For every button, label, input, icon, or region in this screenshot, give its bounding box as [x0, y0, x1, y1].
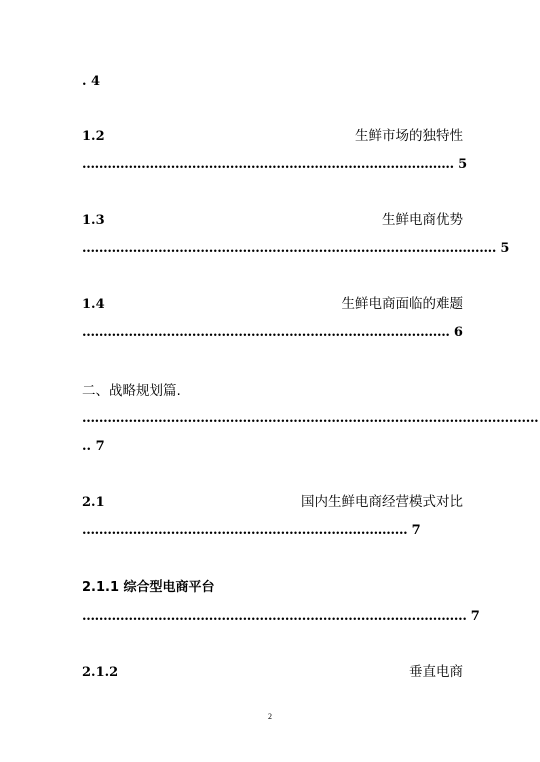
toc-entry-2-1-number: 2.1: [82, 495, 105, 510]
toc-entry-2-1-title: 国内生鲜电商经营模式对比: [301, 494, 463, 510]
toc-entry-2-1-2-title: 垂直电商: [409, 664, 463, 680]
page-number: 2: [268, 712, 272, 721]
toc-entry-1-2-leader: ........................................................................................ 5: [82, 157, 467, 172]
toc-entry-1-4-number: 1.4: [82, 297, 105, 312]
toc-entry-2-1-1-title: 2.1.1 综合型电商平台: [82, 580, 215, 595]
toc-entry-1-4-leader: ....................................................................................... 6: [82, 325, 463, 340]
toc-entry-1-2-number: 1.2: [82, 129, 105, 144]
toc-entry-2-1-2-number: 2.1.2: [82, 665, 119, 680]
toc-continuation-page: . 4: [82, 74, 101, 89]
toc-entry-2-1-leader: ............................................................................. 7: [82, 523, 421, 538]
toc-entry-2-1-1-leader: ........................................................................................... 7: [82, 609, 480, 624]
toc-entry-1-3-leader: .................................................................................................. 5: [82, 241, 510, 256]
toc-entry-1-4-title: 生鲜电商面临的难题: [341, 296, 463, 312]
toc-entry-1-3-title: 生鲜电商优势: [382, 212, 463, 228]
toc-entry-1-2-title: 生鲜市场的独特性: [355, 128, 463, 144]
toc-chapter-2-title: 二、战略规划篇.: [82, 383, 181, 399]
toc-chapter-2-page: .. 7: [82, 439, 105, 454]
toc-entry-1-3-number: 1.3: [82, 213, 105, 228]
toc-chapter-2-leader: ............................................................................................................: [82, 411, 539, 426]
